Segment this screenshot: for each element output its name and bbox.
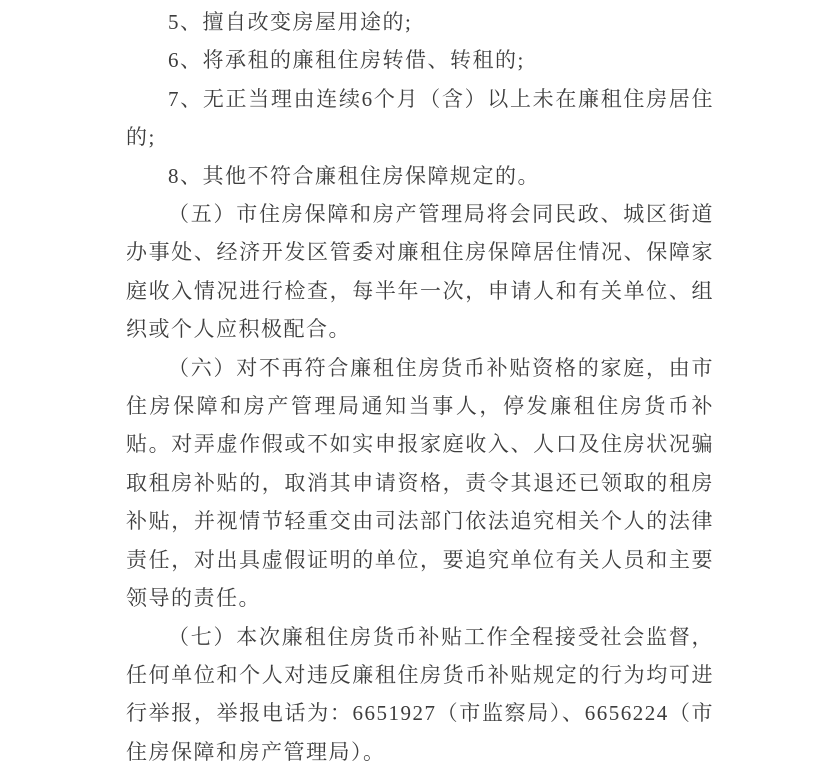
document-content	[126, 3, 714, 771]
list-item-6: 6、将承租的廉租住房转借、转租的;	[168, 48, 525, 73]
list-item-5: 5、擅自改变房屋用途的;	[168, 10, 413, 34]
list-item-8: 8、其他不符合廉租住房保障规定的。	[168, 163, 540, 188]
paragraph-7-supervision: （七）本次廉租住房货币补贴工作全程接受社会监督，任何单位和个人对违反廉租住房货币补贴规定的行为均可进行举报，举报电话为：6651927（市监察局）、6656224（市住房保障和房产管理局）。	[126, 624, 714, 764]
list-item-7: 7、无正当理由连续6个月（含）以上未在廉租住房居住的;	[126, 86, 714, 150]
paragraph-6-penalties: （六）对不再符合廉租住房货币补贴资格的家庭，由市住房保障和房产管理局通知当事人，停发廉租住房货币补贴。对弄虚作假或不如实申报家庭收入、人口及住房状况骗取租房补贴的，取消其申请资格，责令其退还已领取的租房补贴，并视情节轻重交由司法部门依法追究相关个人的法律责任，对出具虚假证明的单位，要追究单位有关人员和主要领导的责任。	[126, 355, 714, 611]
paragraph-5-inspection: （五）市住房保障和房产管理局将会同民政、城区街道办事处、经济开发区管委对廉租住房保障居住情况、保障家庭收入情况进行检查，每半年一次，申请人和有关单位、组织或个人应积极配合。	[126, 202, 714, 342]
